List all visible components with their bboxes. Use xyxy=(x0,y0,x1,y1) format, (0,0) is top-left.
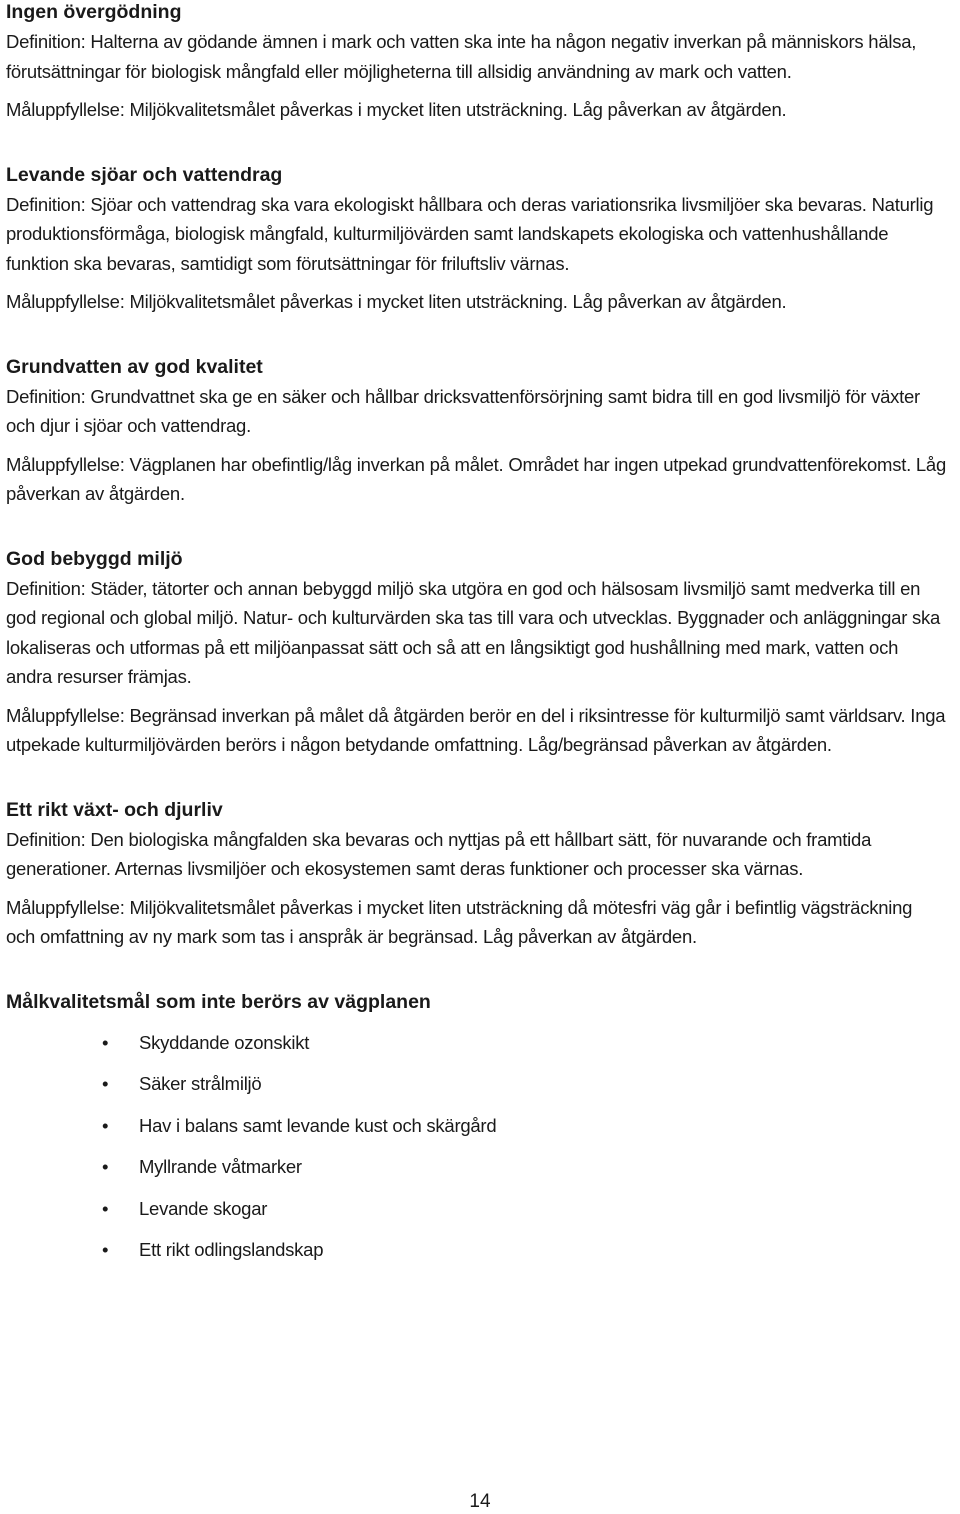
section-title-grundvatten: Grundvatten av god kvalitet xyxy=(6,355,263,378)
bullet-icon: • xyxy=(102,1197,109,1219)
list-item-label: Hav i balans samt levande kust och skärgård xyxy=(139,1114,497,1136)
list-item xyxy=(6,1114,946,1156)
section-fulfillment-ingen-overgodning: Måluppfyllelse: Miljökvalitetsmålet påverkas i mycket liten utsträckning. Låg påverkan av åtgärden. xyxy=(6,99,787,120)
list-item xyxy=(6,1197,946,1239)
section-title-ingen-overgodning: Ingen övergödning xyxy=(6,1,182,23)
list-item-label: Myllrande våtmarker xyxy=(139,1156,302,1177)
bullet-icon: • xyxy=(102,1156,109,1177)
section-definition-ingen-overgodning: Definition: Halterna av gödande ämnen i mark och vatten ska inte ha någon negativ inverkan på människors hälsa, förutsättningar för biologisk mångfald eller möjligheterna till allsidig användning av mark och vatten. xyxy=(6,31,917,82)
section-title-levande-sjoar: Levande sjöar och vattendrag xyxy=(6,163,283,186)
list-item xyxy=(6,1238,946,1280)
section-definition-god-bebyggd-miljo: Definition: Städer, tätorter och annan bebyggd miljö ska utgöra en god och hälsosam livsmiljö samt medverka till en god regional och global miljö. Natur- och kulturvärden ska tas till vara och utvecklas. Byggnader och anläggningar ska lokaliseras och utformas på ett miljöanpassat sätt och så att en långsiktigt god hushållning med mark, vatten och andra resurser främjas. xyxy=(6,577,941,687)
bullet-icon: • xyxy=(102,1114,109,1136)
bullet-icon: • xyxy=(102,1073,109,1094)
section-definition-levande-sjoar: Definition: Sjöar och vattendrag ska vara ekologiskt hållbara och deras variationsrika livsmiljöer ska bevaras. Naturlig produktionsförmåga, biologisk mångfald, kulturmiljövärden samt landskapets ekologiska och vattenhushållande funktion ska bevaras, samtidigt som förutsättningar för friluftsliv värnas. xyxy=(6,193,934,274)
unaffected-goals-list xyxy=(6,1031,946,1280)
list-item-label: Säker strålmiljö xyxy=(139,1073,262,1094)
list-item-label: Skyddande ozonskikt xyxy=(139,1031,310,1053)
bullet-icon: • xyxy=(102,1031,109,1053)
section-definition-grundvatten: Definition: Grundvattnet ska ge en säker och hållbar dricksvattenförsörjning samt bidra till en god livsmiljö för växter och djur i sjöar och vattendrag. xyxy=(6,385,920,436)
section-definition-rikt-vaxt-djurliv: Definition: Den biologiska mångfalden ska bevaras och nyttjas på ett hållbart sätt, för nuvarande och framtida generationer. Arternas livsmiljöer och ekosystemen samt deras funktioner och processer ska värnas. xyxy=(6,828,872,879)
list-item-label: Ett rikt odlingslandskap xyxy=(139,1239,324,1260)
unaffected-goals-title: Målkvalitetsmål som inte berörs av vägplanen xyxy=(6,990,431,1013)
list-item xyxy=(6,1072,946,1114)
section-fulfillment-rikt-vaxt-djurliv: Måluppfyllelse: Miljökvalitetsmålet påverkas i mycket liten utsträckning då mötesfri väg går i befintlig vägsträckning och omfattning av ny mark som tas i anspråk är begränsad. Låg påverkan av åtgärden. xyxy=(6,896,913,947)
section-fulfillment-grundvatten: Måluppfyllelse: Vägplanen har obefintlig/låg inverkan på målet. Området har ingen utpekad grundvattenförekomst. Låg påverkan av åtgärden. xyxy=(6,453,947,504)
section-title-god-bebyggd-miljo: God bebyggd miljö xyxy=(6,547,183,570)
list-item xyxy=(6,1155,946,1197)
list-item-label: Levande skogar xyxy=(139,1197,268,1219)
section-title-rikt-vaxt-djurliv: Ett rikt växt- och djurliv xyxy=(6,798,223,821)
page-number: 14 xyxy=(469,1491,491,1512)
section-fulfillment-god-bebyggd-miljo: Måluppfyllelse: Begränsad inverkan på målet då åtgärden berör en del i riksintresse för kulturmiljö samt världsarv. Inga utpekade kulturmiljövärden berörs i någon betydande omfattning. Låg/begränsad påverkan av åtgärden. xyxy=(6,704,946,755)
bullet-icon: • xyxy=(102,1239,109,1260)
list-item xyxy=(6,1031,946,1073)
section-fulfillment-levande-sjoar: Måluppfyllelse: Miljökvalitetsmålet påverkas i mycket liten utsträckning. Låg påverkan av åtgärden. xyxy=(6,291,787,312)
document-page xyxy=(6,0,946,1280)
